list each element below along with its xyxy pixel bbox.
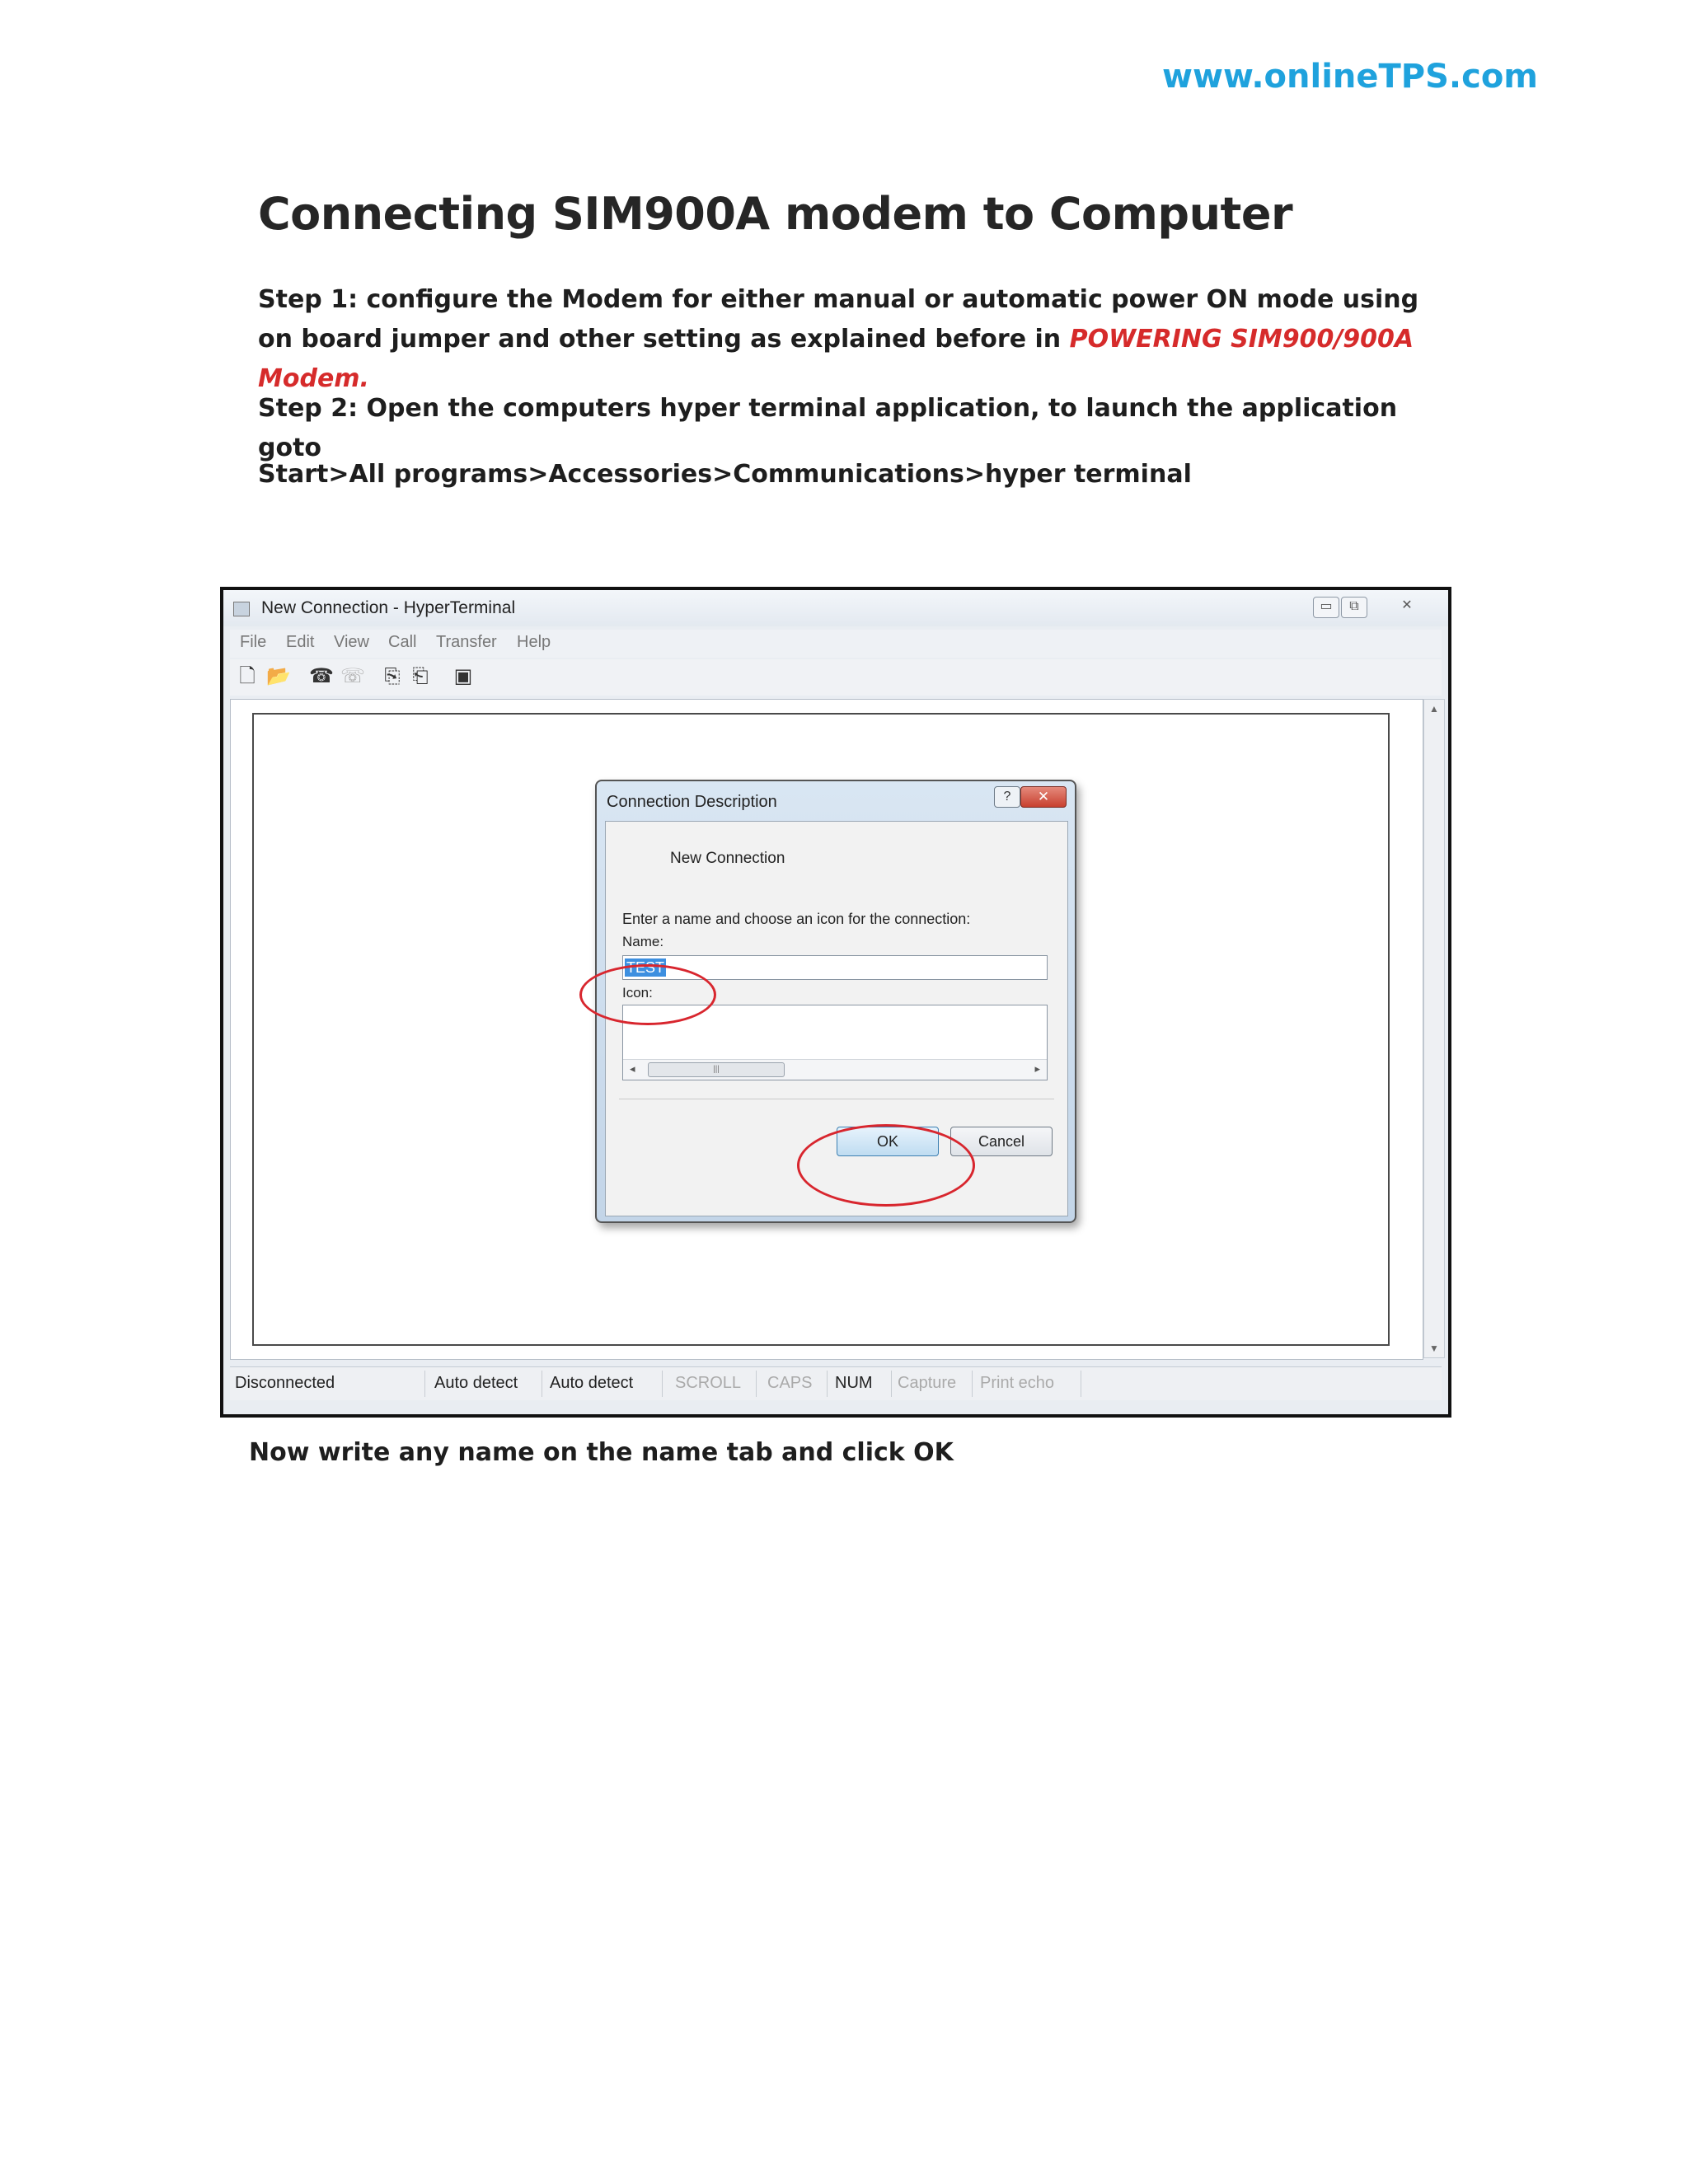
status-scroll: SCROLL [675, 1374, 742, 1392]
open-folder-icon[interactable]: 📂 [266, 665, 291, 687]
menu-edit[interactable]: Edit [286, 633, 315, 651]
menu-bar [230, 630, 1442, 658]
menu-call[interactable]: Call [388, 633, 417, 651]
scroll-up-icon[interactable]: ▲ [1429, 703, 1439, 715]
dialog-heading: New Connection [670, 850, 785, 867]
hyperterminal-window [220, 587, 1451, 1418]
status-detect-2: Auto detect [550, 1374, 634, 1392]
annotation-circle-name [579, 964, 716, 1025]
name-label: Name: [622, 934, 664, 949]
ok-button[interactable]: OK [837, 1127, 939, 1156]
scroll-right-icon[interactable]: ▸ [1034, 1062, 1040, 1075]
disconnect-icon[interactable]: ☏ [340, 665, 366, 687]
annotation-circle-ok [797, 1124, 975, 1207]
toolbar [230, 659, 1442, 696]
restore-button[interactable]: ⧉ [1341, 597, 1367, 618]
powering-modem-link[interactable]: POWERING SIM900/900A Modem. [258, 325, 1414, 393]
document-title: Connecting SIM900A modem to Computer [258, 188, 1293, 240]
dialog-close-button[interactable]: ✕ [1020, 786, 1067, 808]
step-1-text: Step 1: configure the Modem for either manual or automatic power ON mode using on board jumper and other setting as explained before in [258, 285, 1419, 354]
send-icon[interactable]: ⎘ [384, 665, 401, 687]
status-detect-1: Auto detect [434, 1374, 518, 1392]
properties-icon[interactable]: ▣ [453, 665, 473, 687]
menu-file[interactable]: File [240, 633, 267, 651]
status-bar [230, 1366, 1442, 1400]
menu-view[interactable]: View [334, 633, 369, 651]
dialog-title: Connection Description [607, 793, 777, 811]
menu-transfer[interactable]: Transfer [436, 633, 497, 651]
dialog-prompt: Enter a name and choose an icon for the connection: [622, 911, 971, 927]
status-capture: Capture [898, 1374, 957, 1392]
site-url[interactable]: www.onlineTPS.com [1162, 58, 1538, 96]
icon-label: Icon: [622, 985, 653, 1001]
status-caps: CAPS [767, 1374, 813, 1392]
receive-icon[interactable]: ⎗ [412, 665, 429, 687]
menu-help[interactable]: Help [517, 633, 551, 651]
start-menu-path: Start>All programs>Accessories>Communications>hyper terminal [258, 460, 1192, 489]
new-file-icon[interactable]: 🗋 [239, 665, 256, 687]
cancel-button[interactable]: Cancel [950, 1127, 1053, 1156]
status-num: NUM [835, 1374, 873, 1392]
status-connection: Disconnected [235, 1374, 335, 1392]
scroll-left-icon[interactable]: ◂ [630, 1062, 635, 1075]
name-input-value: TEST [626, 959, 665, 976]
scroll-thumb[interactable]: ||| [648, 1062, 785, 1077]
instruction-caption: Now write any name on the name tab and click OK [249, 1438, 954, 1467]
window-title: New Connection - HyperTerminal [261, 598, 516, 617]
vertical-scrollbar[interactable] [1423, 699, 1445, 1358]
close-window-button[interactable]: ✕ [1401, 598, 1413, 612]
help-button[interactable]: ? [994, 786, 1020, 808]
connection-icon [619, 840, 649, 865]
dial-phone-icon[interactable]: ☎ [309, 665, 334, 687]
scroll-down-icon[interactable]: ▼ [1429, 1343, 1439, 1354]
icon-list-scrollbar[interactable] [623, 1059, 1047, 1080]
step-2-paragraph: Step 2: Open the computers hyper terminal application, to launch the application goto [258, 394, 1398, 462]
minimize-button[interactable]: ▭ [1313, 597, 1339, 618]
title-bar [223, 590, 1448, 626]
status-print-echo: Print echo [980, 1374, 1055, 1392]
step-1-paragraph [258, 280, 1461, 399]
app-icon [233, 602, 250, 616]
